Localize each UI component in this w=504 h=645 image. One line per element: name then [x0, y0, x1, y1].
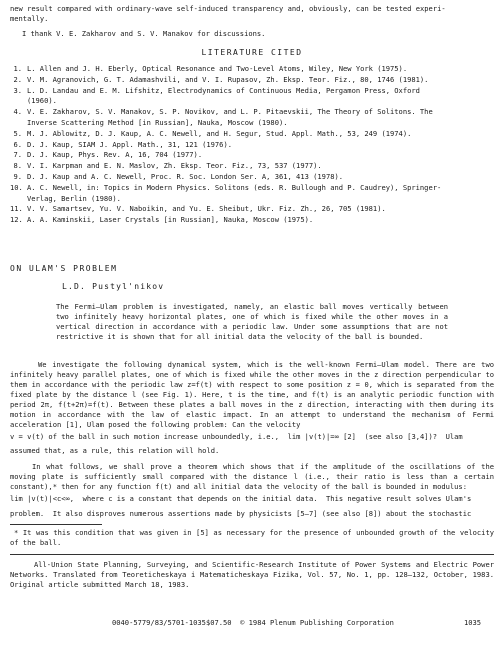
footnote-rule	[10, 524, 102, 525]
reference-text: L. Allen and J. H. Eberly, Optical Resonance and Two-Level Atoms, Wiley, New York (1975).	[27, 64, 408, 73]
reference-number: 8.	[13, 161, 22, 171]
reference-text: V. V. Samartsev, Yu. V. Naboikin, and Yu. E. Sheibut, Ukr. Fiz. Zh., 26, 705 (1981).	[27, 204, 386, 214]
reference-number: 5.	[13, 128, 22, 138]
reference-number: 7.	[13, 150, 22, 160]
acknowledgement: I thank V. E. Zakharov and S. V. Manakov for discussions.	[22, 29, 266, 38]
literature-heading: LITERATURE CITED	[201, 48, 303, 57]
reference-number: 12.	[10, 215, 23, 225]
reference-number: 4.	[13, 107, 22, 117]
reference-text: V. M. Agranovich, G. T. Adamashvili, and V. I. Rupasov, Zh. Eksp. Teor. Fiz., 80, 1746 (1981).	[27, 74, 429, 84]
reference-number: 3.	[13, 85, 22, 95]
reference-text: D. J. Kaup, SIAM J. Appl. Math., 31, 121 (1976).	[27, 139, 232, 149]
reference-number: 2.	[13, 74, 22, 84]
reference-text: L. D. Landau and E. M. Lifshitz, Electrodynamics of Continuous Media, Pergamon Press, Oxford	[27, 85, 420, 95]
body-paragraph-1-line-2: v = v(t) of the ball in such motion increase unboundedly, i.e., lim |v(t)|=∞ [2] (see also [3,4])? Ulam	[10, 432, 463, 441]
reference-number: 11.	[10, 204, 23, 214]
reference-text: M. J. Ablowitz, D. J. Kaup, A. C. Newell, and H. Segur, Stud. Appl. Math., 53, 249 (1974).	[27, 128, 412, 138]
reference-text: V. E. Zakharov, S. V. Manakov, S. P. Novikov, and L. P. Pitaevskii, The Theory of Solitons. The	[27, 107, 433, 117]
article-title: ON ULAM'S PROBLEM	[10, 264, 118, 273]
reference-text: D. J. Kaup, Phys. Rev. A, 16, 704 (1977).	[27, 150, 203, 160]
reference-text: D. J. Kaup and A. C. Newell, Proc. R. Soc. London Ser. A, 361, 413 (1978).	[27, 172, 344, 181]
reference-text: (1960).	[27, 96, 57, 106]
reference-text: Verlag, Berlin (1980).	[27, 193, 121, 203]
reference-text: A. C. Newell, in: Topics in Modern Physics. Solitons (eds. R. Bullough and P. Caudrey), Springer-	[27, 182, 442, 192]
abstract: The Fermi–Ulam problem is investigated, namely, an elastic ball moves vertically between two infinitely heavy horizontal plates, one of which is fixed while the other moves in a vertical direction in accordance with a periodic law. Under some assumptions that are not restrictive it is shown that for all initial data the velocity of the ball is bounded.	[56, 302, 448, 341]
reference-number: 10.	[10, 182, 23, 192]
intro-line-1: new result compared with ordinary-wave self-induced transparency and, obviously, can be tested experi-	[10, 4, 446, 13]
reference-text: V. I. Karpman and E. N. Maslov, Zh. Eksp. Teor. Fiz., 73, 537 (1977).	[27, 161, 322, 171]
body-paragraph-1: We investigate the following dynamical system, which is the well-known Fermi–Ulam model. There are two infinitely heavy parallel plates, one of which is fixed while the other moves in the z direction perpendicular to them in accordance with the periodic law z=f(t) with respect to some position z = 0, which is separated from the fixed plate by the distance l (see Fig. 1). Here, t is the time, and f(t) is an analytic periodic function with period 2π, f(t+2π)=f(t). Between these plates a ball moves in the z direction, interacting with them during its motion in accordance with the law of elastic impact. In an attempt to understand the mechanism of Fermi acceleration [1], Ulam posed the following problem: Can the velocity	[10, 360, 494, 429]
reference-number: 1.	[13, 64, 22, 73]
article-author: L.D. Pustyl'nikov	[62, 282, 165, 291]
reference-text: Inverse Scattering Method [in Russian], Nauka, Moscow (1980).	[27, 118, 288, 127]
body-paragraph-1-line-3: assumed that, as a rule, this relation will hold.	[10, 446, 220, 455]
intro-line-2: mentally.	[10, 14, 49, 23]
reference-text: A. A. Kaminskii, Laser Crystals [in Russian], Nauka, Moscow (1975).	[27, 215, 314, 225]
body-paragraph-2: In what follows, we shall prove a theorem which shows that if the amplitude of the oscillations of the moving plate is sufficiently small compared with the distance l (i.e., their ratio is less than a certain constant),* then for any function f(t) and all initial data the velocity of the ball is bounded in modulus:	[10, 462, 494, 491]
footer-code: 0040-5779/83/5701-1035$07.50 © 1984 Plenum Publishing Corporation	[112, 618, 394, 627]
affiliation-rule	[10, 554, 494, 555]
footnote: * It was this condition that was given in [5] as necessary for the presence of unbounded growth of the velocity of the ball.	[10, 528, 494, 547]
page-number: 1035	[464, 618, 482, 627]
body-paragraph-2-line-3: problem. It also disproves numerous assertions made by physicists [5–7] (see also [8]) about the stochastic	[10, 509, 472, 518]
body-paragraph-2-line-2: lim |v(t)|<c<∞, where c is a constant that depends on the initial data. This negative result solves Ulam's	[10, 494, 472, 503]
reference-number: 9.	[13, 172, 22, 181]
reference-number: 6.	[13, 139, 22, 149]
affiliation-note: All-Union State Planning, Surveying, and Scientific-Research Institute of Power Systems and Electric Power Networks. Translated from Teoreticheskaya i Matematicheskaya Fizika, Vol. 57, No. 1, pp. 128–132, October, 1983. Original article submitted March 18, 1983.	[10, 560, 494, 589]
